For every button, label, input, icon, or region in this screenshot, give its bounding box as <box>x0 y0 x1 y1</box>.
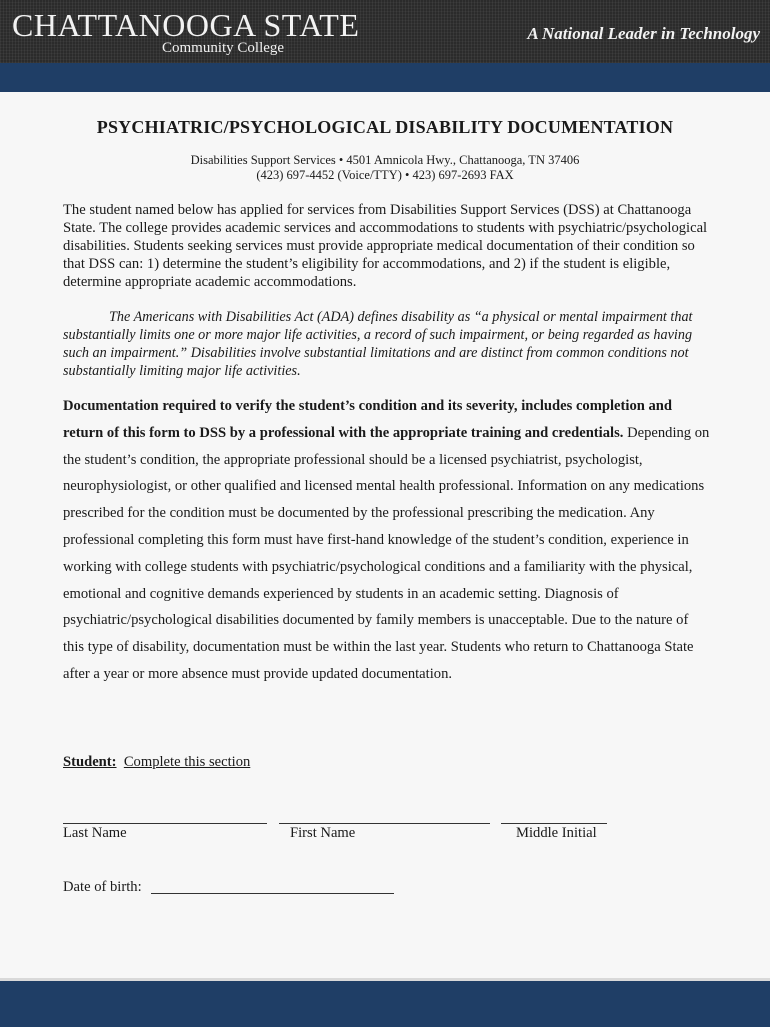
college-logo-name: CHATTANOOGA STATE <box>12 7 360 43</box>
college-logo-subtitle: Community College <box>162 40 285 56</box>
intro-paragraph: The student named below has applied for services from Disabilities Support Services (DSS) at Chattanooga State. The college provides academic services and accommodations to students with psychiatric/psychological disabilities. Students seeking services must provide appropriate medical documentation of their condition so that DSS can: 1) determine the student’s eligibility for accommodations, and 2) if the student is eligible, determine appropriate academic accommodations. <box>63 202 708 290</box>
document-title: PSYCHIATRIC/PSYCHOLOGICAL DISABILITY DOCUMENTATION <box>96 117 674 137</box>
student-instruction: Complete this section <box>123 754 251 770</box>
requirements-body: Depending on the student’s condition, the appropriate professional should be a licensed psychiatrist, psychologist, neurophysiologist, or other qualified and licensed mental health professional. Information on any medications prescribed for the condition must be documented by the professional prescribing the medication. Any professional completing this form must have first-hand knowledge of the student’s condition, experience in working with college students with psychiatric/psychological conditions and a familiarity with the physical, emotional and cognitive demands experienced by students in an academic setting. Diagnosis of psychiatric/psychological disabilities documented by family members is unacceptable. Due to the nature of this type of disability, documentation must be within the last year. Students who return to Chattanooga State after a year or more absence must provide updated documentation. <box>63 424 710 682</box>
last-name-field[interactable] <box>63 823 267 824</box>
dob-field[interactable] <box>151 893 394 894</box>
middle-initial-field[interactable] <box>501 823 607 824</box>
student-section-heading <box>63 754 250 771</box>
header-accent-band <box>0 63 770 92</box>
contact-phone: (423) 697-4452 (Voice/TTY) • 423) 697-2693 FAX <box>256 168 514 182</box>
ada-paragraph: The Americans with Disabilities Act (ADA) defines disability as “a physical or mental impairment that substantially limits one or more major life activities, a record of such impairment, or being regarded as having such an impairment.” Disabilities involve substantial limitations and are distinct from common conditions not substantially limiting major life activities. <box>63 309 693 379</box>
tagline: A National Leader in Technology <box>527 24 760 43</box>
student-label: Student: <box>63 754 117 770</box>
first-name-field[interactable] <box>279 823 490 824</box>
requirements-block <box>63 393 713 688</box>
requirements-heading: Documentation required to verify the student’s condition and its severity, includes completion and return of this form to DSS by a professional with the appropriate training and credentials. <box>63 398 673 441</box>
header-banner <box>0 0 770 63</box>
footer-band <box>0 978 770 1027</box>
middle-initial-label: Middle Initial <box>516 825 597 841</box>
first-name-label: First Name <box>290 825 356 841</box>
last-name-label: Last Name <box>63 825 127 841</box>
dob-label: Date of birth: <box>63 879 142 895</box>
contact-address: Disabilities Support Services • 4501 Amnicola Hwy., Chattanooga, TN 37406 <box>190 153 580 167</box>
